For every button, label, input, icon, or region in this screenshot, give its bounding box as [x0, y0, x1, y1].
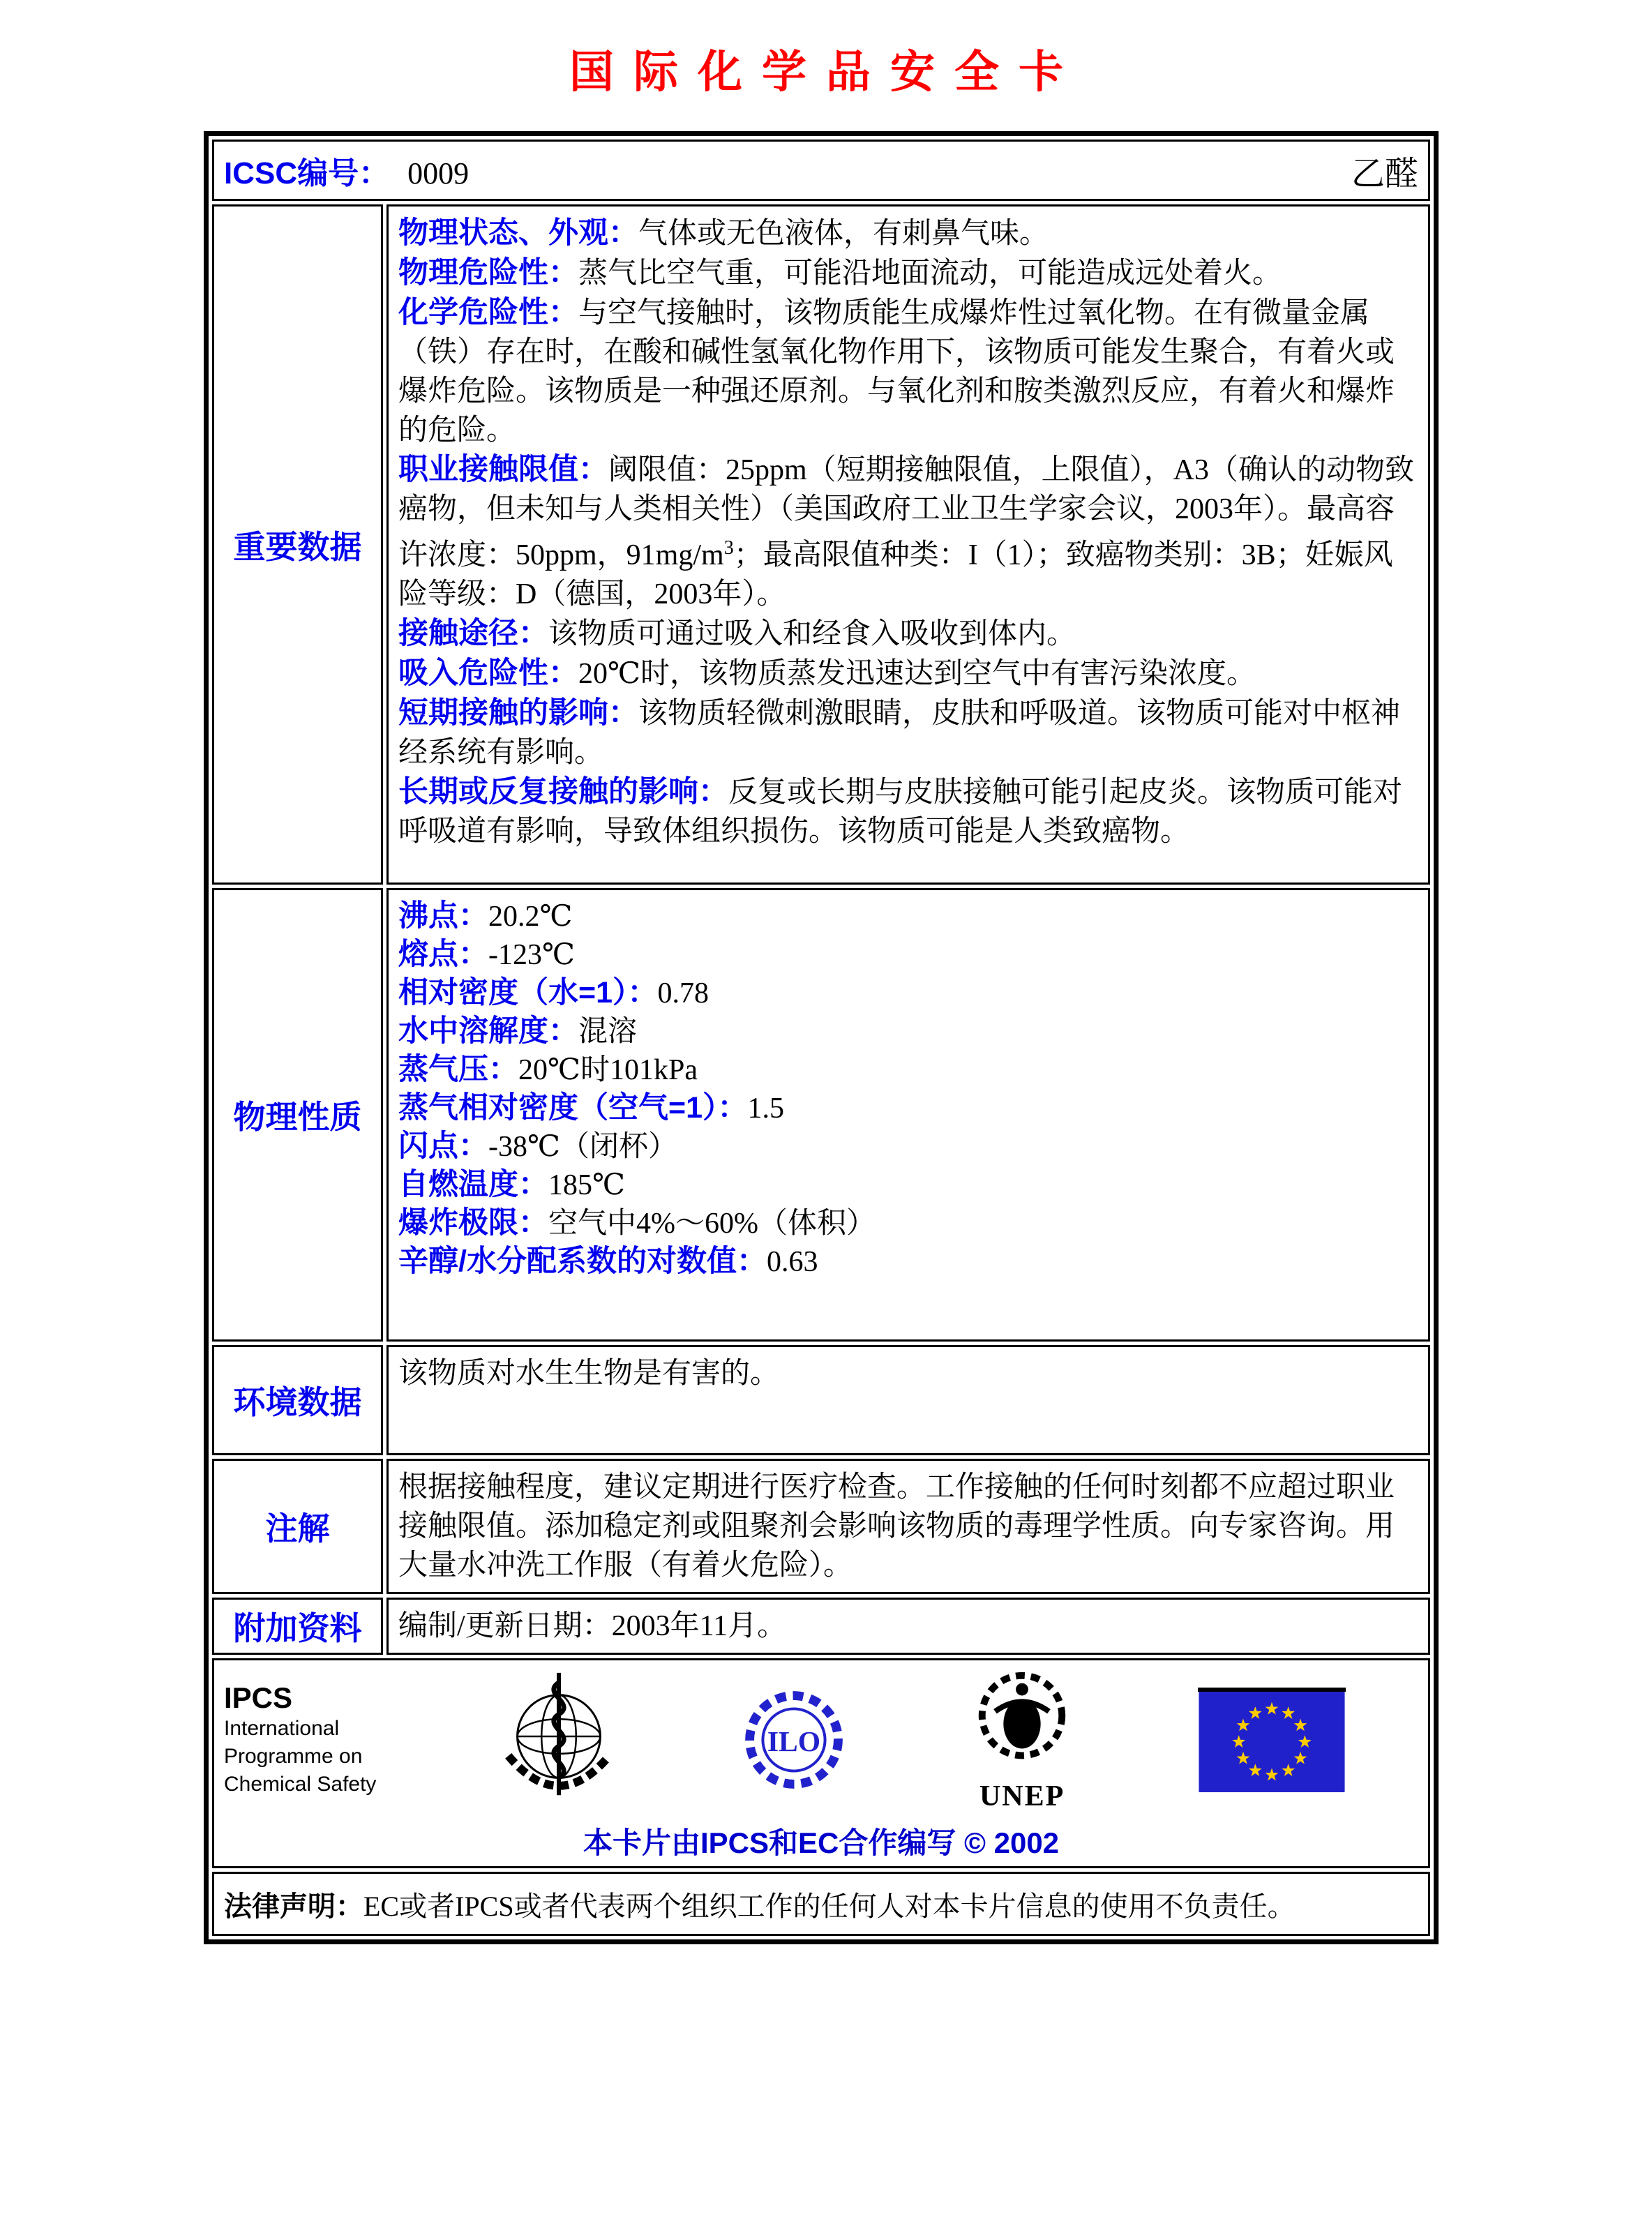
logos-row: [212, 1658, 1430, 1868]
field-long-term-exposure-effects: [398, 772, 1418, 851]
field-vapour-pressure: [398, 1051, 1418, 1089]
field-label: 接触途径：: [398, 617, 548, 650]
field-solubility-in-water: [398, 1012, 1418, 1051]
ipcs-line-1: International: [224, 1716, 340, 1740]
icsc-number-label: ICSC编号：: [224, 156, 390, 190]
field-text: 反复或长期与皮肤接触可能引起皮炎。该物质可能对呼吸道有影响，导致体组织损伤。该物质可能是人类致癌物。: [398, 776, 1403, 848]
field-value: 空气中4%～60%（体积）: [548, 1208, 876, 1240]
field-occupational-exposure-limits: [398, 450, 1418, 614]
field-label: 相对密度（水=1）：: [398, 976, 658, 1009]
field-value: 混溶: [578, 1016, 638, 1048]
field-value: 0.78: [657, 977, 709, 1009]
legal-notice-row: [212, 1872, 1430, 1936]
ipcs-line-2: Programme on: [224, 1744, 363, 1768]
unep-logo-text: UNEP: [979, 1780, 1065, 1812]
credit-line: 本卡片由IPCS和EC合作编写 © 2002: [583, 1826, 1060, 1859]
field-text-continued: ；最高限值种类：I（1）；致癌物类别：3B；妊娠风险等级：D（德国，2003年）。: [398, 539, 1393, 610]
field-value: 1.5: [747, 1092, 785, 1125]
icsc-number-value: 0009: [407, 156, 470, 190]
field-label: 职业接触限值：: [398, 453, 608, 486]
additional-information-text: 编制/更新日期：2003年11月。: [398, 1610, 787, 1642]
field-label: 短期接触的影响：: [398, 696, 638, 730]
section-label-environmental-data: 环境数据: [212, 1345, 383, 1455]
field-label: 闪点：: [398, 1129, 488, 1163]
field-relative-vapour-density-air: [398, 1089, 1418, 1127]
ipcs-acronym: IPCS: [224, 1681, 293, 1714]
superscript-3: 3: [723, 537, 734, 559]
field-text: 气体或无色液体，有刺鼻气味。: [638, 218, 1049, 250]
section-content-notes: [386, 1459, 1430, 1594]
field-text: 该物质可通过吸入和经食入吸收到体内。: [548, 618, 1076, 650]
field-text: 该物质轻微刺激眼睛，皮肤和呼吸道。该物质可能对中枢神经系统有影响。: [398, 698, 1401, 769]
icsc-card-page: [0, 36, 1652, 1944]
notes-text: 根据接触程度，建议定期进行医疗检查。工作接触的任何时刻都不应超过职业接触限值。添加稳定剂或阻聚剂会影响该物质的毒理学性质。向专家咨询。用大量水冲洗工作服（有着火危险）。: [398, 1471, 1395, 1582]
field-label: 化学危险性：: [398, 296, 578, 329]
section-label-important-data: 重要数据: [212, 204, 383, 885]
ipcs-text-block: [224, 1681, 376, 1798]
who-logo-icon: [500, 1667, 618, 1812]
section-content-additional-information: [386, 1598, 1430, 1655]
field-label: 熔点：: [398, 938, 488, 971]
field-label: 蒸气压：: [398, 1053, 518, 1086]
field-value: -123℃: [488, 939, 575, 971]
field-short-term-exposure-effects: [398, 693, 1418, 772]
field-label: 蒸气相对密度（空气=1）：: [398, 1091, 748, 1125]
field-text: 阈限值：25ppm（短期接触限值，上限值），A3（确认的动物致癌物，但未知与人类相关性）（美国政府工业卫生学家会议，2003年）。最高容许浓度：50ppm，91mg/m: [398, 454, 1415, 571]
icsc-card-table: [204, 131, 1439, 1944]
page-title: 国际化学品安全卡: [569, 47, 1083, 97]
field-relative-density-water: [398, 974, 1418, 1012]
legal-notice-label: 法律声明：: [224, 1891, 363, 1922]
legal-notice-text: EC或者IPCS或者代表两个组织工作的任何人对本卡片信息的使用不负责任。: [363, 1890, 1296, 1922]
section-label-physical-properties: 物理性质: [212, 888, 383, 1342]
field-label: 沸点：: [398, 899, 488, 933]
field-label: 爆炸极限：: [398, 1206, 548, 1240]
field-value: 20℃时101kPa: [518, 1054, 698, 1086]
field-value: 0.63: [766, 1246, 818, 1278]
field-boiling-point: [398, 897, 1418, 936]
section-content-physical-properties: [386, 888, 1430, 1342]
card-header-row: [212, 140, 1430, 201]
field-text: 20℃时，该物质蒸发迅速达到空气中有害污染浓度。: [578, 658, 1256, 690]
field-value: -38℃（闭杯）: [488, 1131, 677, 1163]
field-text: 蒸气比空气重，可能沿地面流动，可能造成远处着火。: [578, 257, 1282, 290]
environmental-data-text: 该物质对水生生物是有害的。: [398, 1358, 780, 1390]
ilo-logo-icon: [742, 1667, 846, 1812]
field-octanol-water-partition-coefficient: [398, 1242, 1418, 1281]
field-routes-of-exposure: [398, 614, 1418, 654]
icsc-number-group: [224, 148, 469, 193]
field-label: 辛醇/水分配系数的对数值：: [398, 1245, 767, 1278]
field-flash-point: [398, 1127, 1418, 1166]
section-label-additional-information: 附加资料: [212, 1598, 383, 1655]
field-label: 吸入危险性：: [398, 656, 578, 690]
field-explosive-limits: [398, 1204, 1418, 1242]
field-value: 20.2℃: [488, 901, 573, 933]
section-content-important-data: [386, 204, 1430, 885]
chemical-name: 乙醛: [1351, 155, 1418, 193]
section-content-environmental-data: [386, 1345, 1430, 1455]
field-label: 物理状态、外观：: [398, 216, 638, 250]
field-auto-ignition-temperature: [398, 1166, 1418, 1204]
section-label-notes: 注解: [212, 1459, 383, 1594]
unep-logo-block: [970, 1666, 1074, 1813]
ilo-logo-text: ILO: [767, 1725, 821, 1757]
field-inhalation-risk: [398, 654, 1418, 693]
field-label: 长期或反复接触的影响：: [398, 775, 728, 809]
unep-logo-icon: [970, 1666, 1074, 1776]
field-melting-point: [398, 936, 1418, 974]
field-physical-state-appearance: [398, 213, 1418, 253]
ipcs-line-3: Chemical Safety: [224, 1772, 377, 1796]
eu-flag-icon: [1198, 1688, 1346, 1792]
field-label: 自燃温度：: [398, 1168, 548, 1201]
field-label: 水中溶解度：: [398, 1014, 578, 1048]
field-physical-dangers: [398, 253, 1418, 293]
field-value: 185℃: [548, 1169, 625, 1201]
field-label: 物理危险性：: [398, 256, 578, 290]
field-chemical-dangers: [398, 293, 1418, 450]
field-text: 与空气接触时，该物质能生成爆炸性过氧化物。在有微量金属（铁）存在时，在酸和碱性氢氧化物作用下，该物质可能发生聚合，有着火或爆炸危险。该物质是一种强还原剂。与氧化剂和胺类激烈反应，有着火和爆炸的危险。: [398, 297, 1395, 446]
